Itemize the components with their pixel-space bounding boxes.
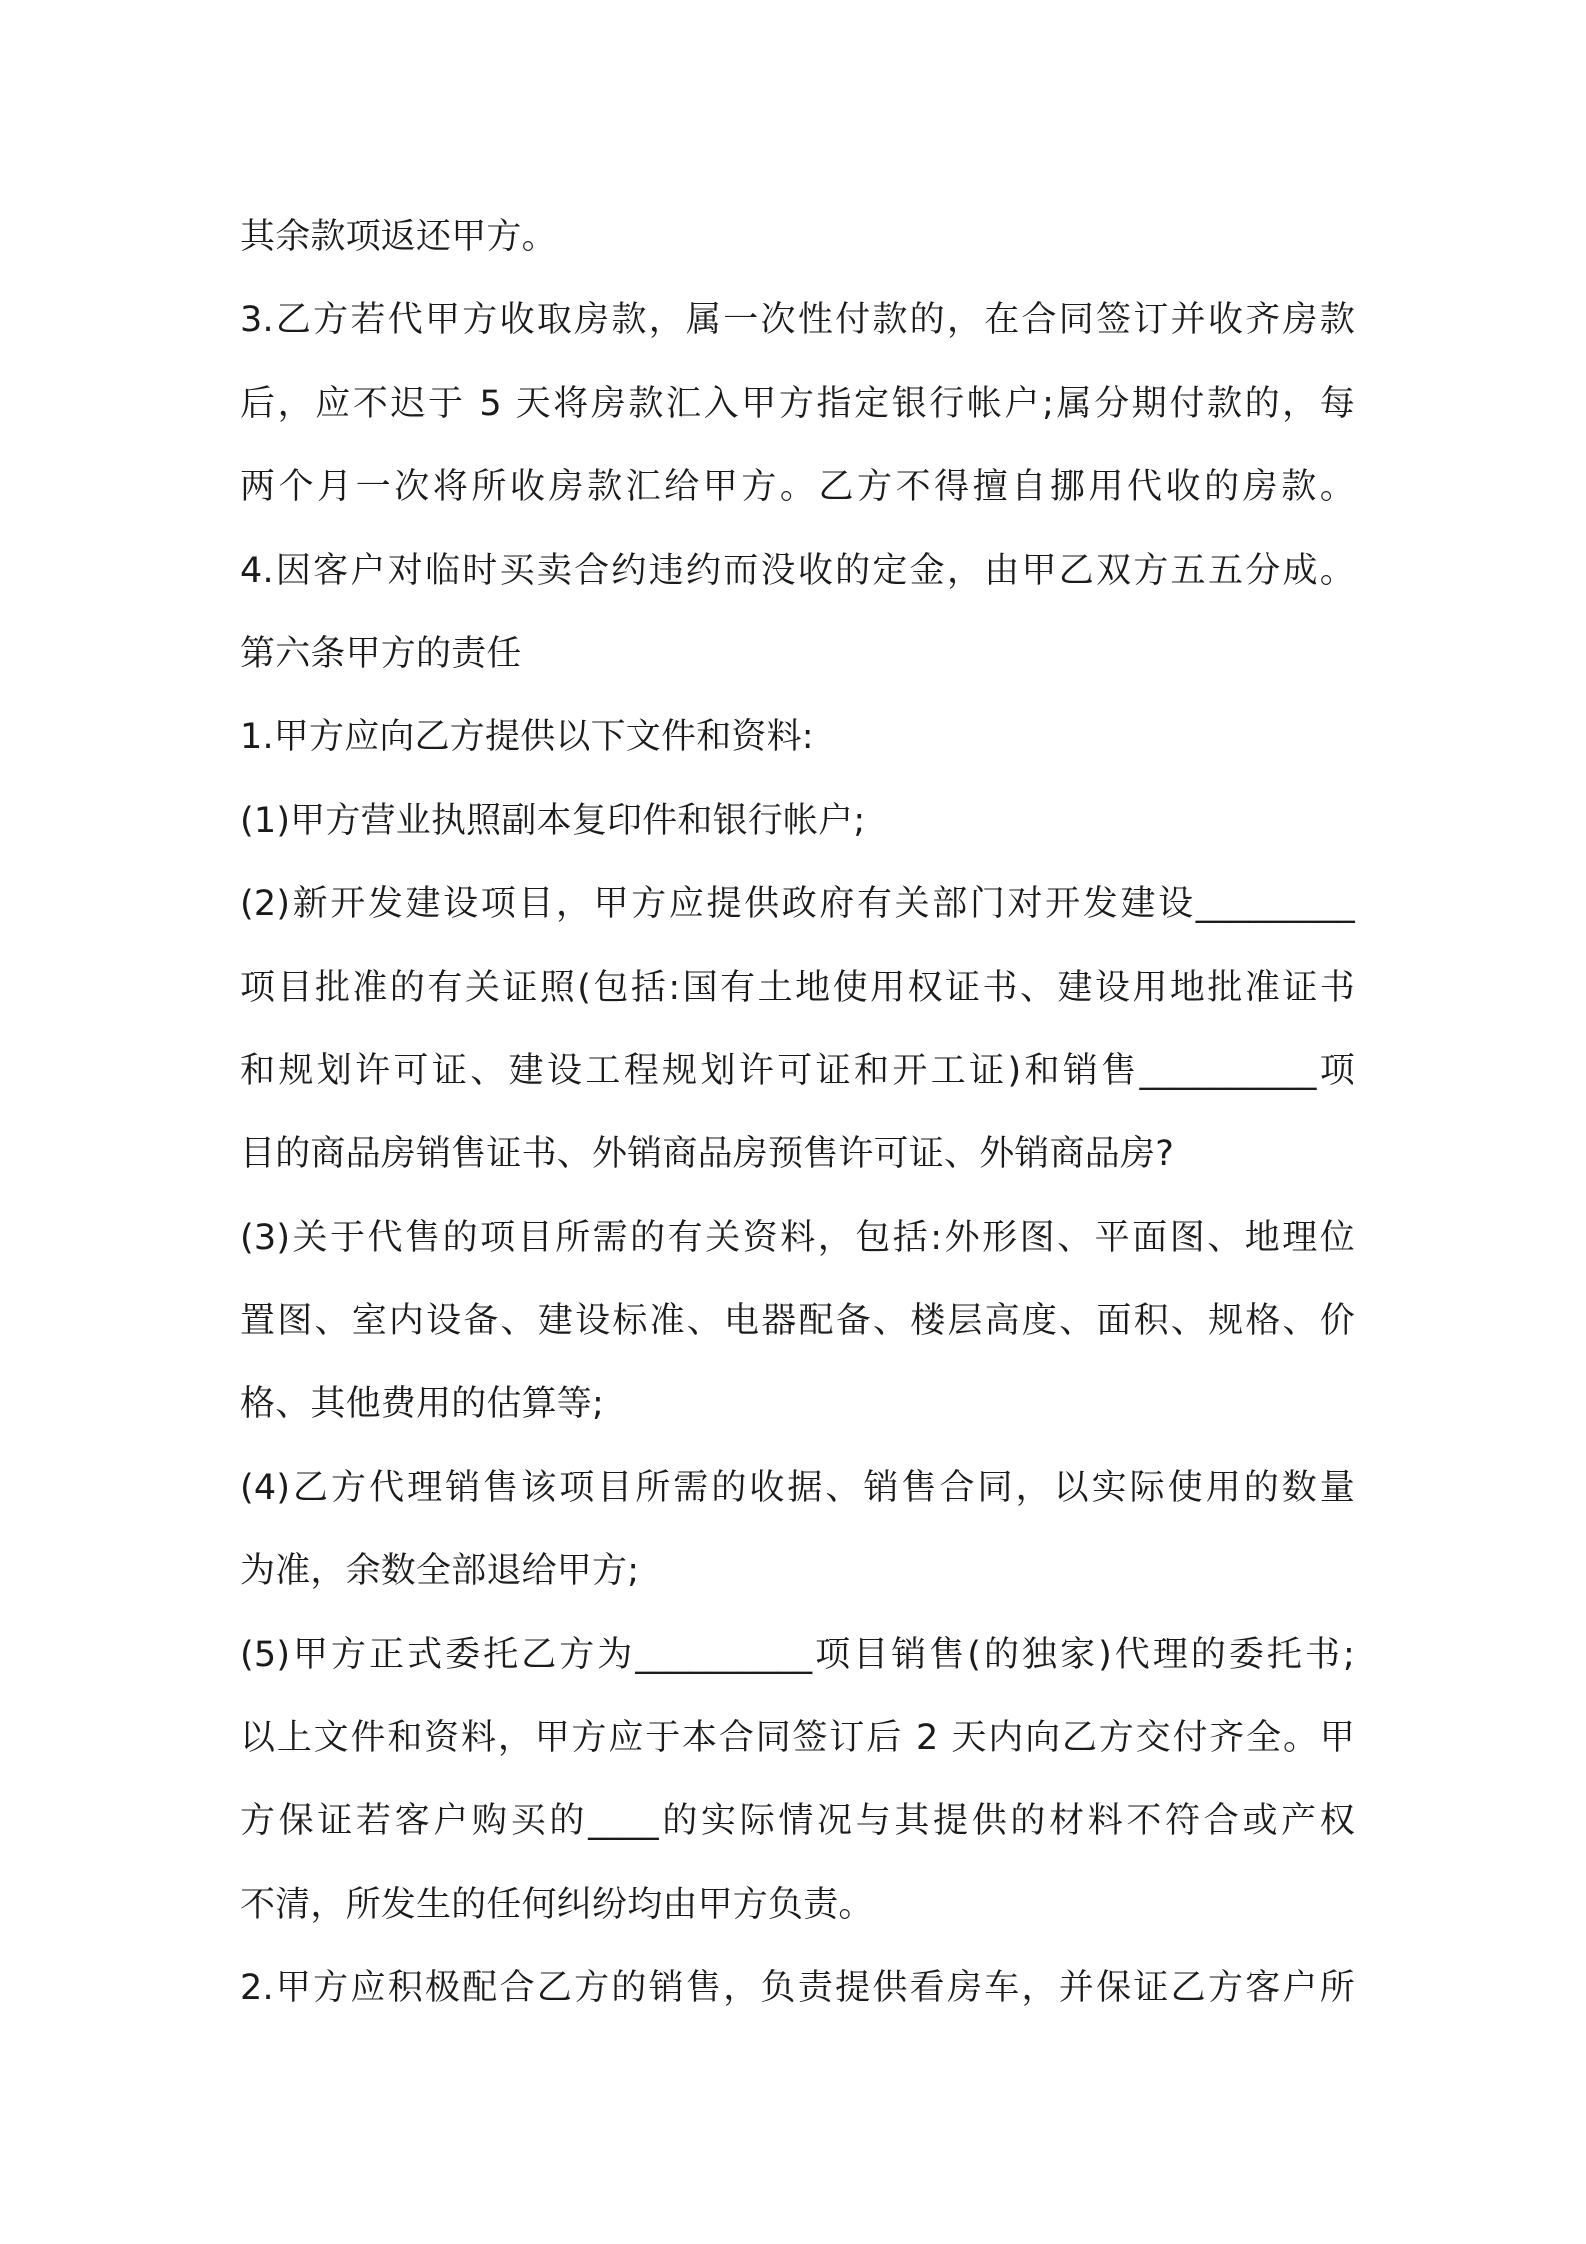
text-line: (2)新开发建设项目，甲方应提供政府有关部门对开发建设_________ <box>240 884 1355 925</box>
document-body <box>240 196 1355 2031</box>
section-heading: 第六条甲方的责任 <box>240 633 522 674</box>
text-line: 后，应不迟于 5 天将房款汇入甲方指定银行帐户;属分期付款的，每 <box>240 383 1355 424</box>
text-line: (4)乙方代理销售该项目所需的收据、销售合同，以实际使用的数量 <box>240 1467 1355 1508</box>
text-line: 和规划许可证、建设工程规划许可证和开工证)和销售__________项 <box>240 1050 1355 1091</box>
text-line: 4.因客户对临时买卖合约违约而没收的定金，由甲乙双方五五分成。 <box>240 550 1355 591</box>
text-line: 3.乙方若代甲方收取房款，属一次性付款的，在合同签订并收齐房款 <box>240 300 1355 341</box>
text-line: 其余款项返还甲方。 <box>240 217 557 257</box>
text-line: (3)关于代售的项目所需的有关资料，包括:外形图、平面图、地理位 <box>240 1217 1355 1258</box>
text-line: 方保证若客户购买的____的实际情况与其提供的材料不符合或产权 <box>240 1801 1355 1842</box>
text-line: 项目批准的有关证照(包括:国有土地使用权证书、建设用地批准证书 <box>240 967 1355 1008</box>
text-line: 为准，余数全部退给甲方; <box>240 1551 640 1592</box>
text-line: 置图、室内设备、建设标准、电器配备、楼层高度、面积、规格、价 <box>240 1301 1355 1342</box>
text-line: (5)甲方正式委托乙方为__________项目销售(的独家)代理的委托书; <box>240 1634 1355 1675</box>
text-line: 1.甲方应向乙方提供以下文件和资料: <box>240 717 814 758</box>
text-line: (1)甲方营业执照副本复印件和银行帐户; <box>240 800 866 841</box>
text-line: 格、其他费用的估算等; <box>240 1384 604 1425</box>
text-line: 2.甲方应积极配合乙方的销售，负责提供看房车，并保证乙方客户所 <box>240 1968 1355 2009</box>
text-line: 以上文件和资料，甲方应于本合同签订后 2 天内向乙方交付齐全。甲 <box>240 1718 1355 1759</box>
text-line: 不清，所发生的任何纠纷均由甲方负责。 <box>240 1884 874 1925</box>
text-line: 两个月一次将所收房款汇给甲方。乙方不得擅自挪用代收的房款。 <box>240 467 1355 508</box>
text-line: 目的商品房销售证书、外销商品房预售许可证、外销商品房? <box>240 1134 1174 1175</box>
